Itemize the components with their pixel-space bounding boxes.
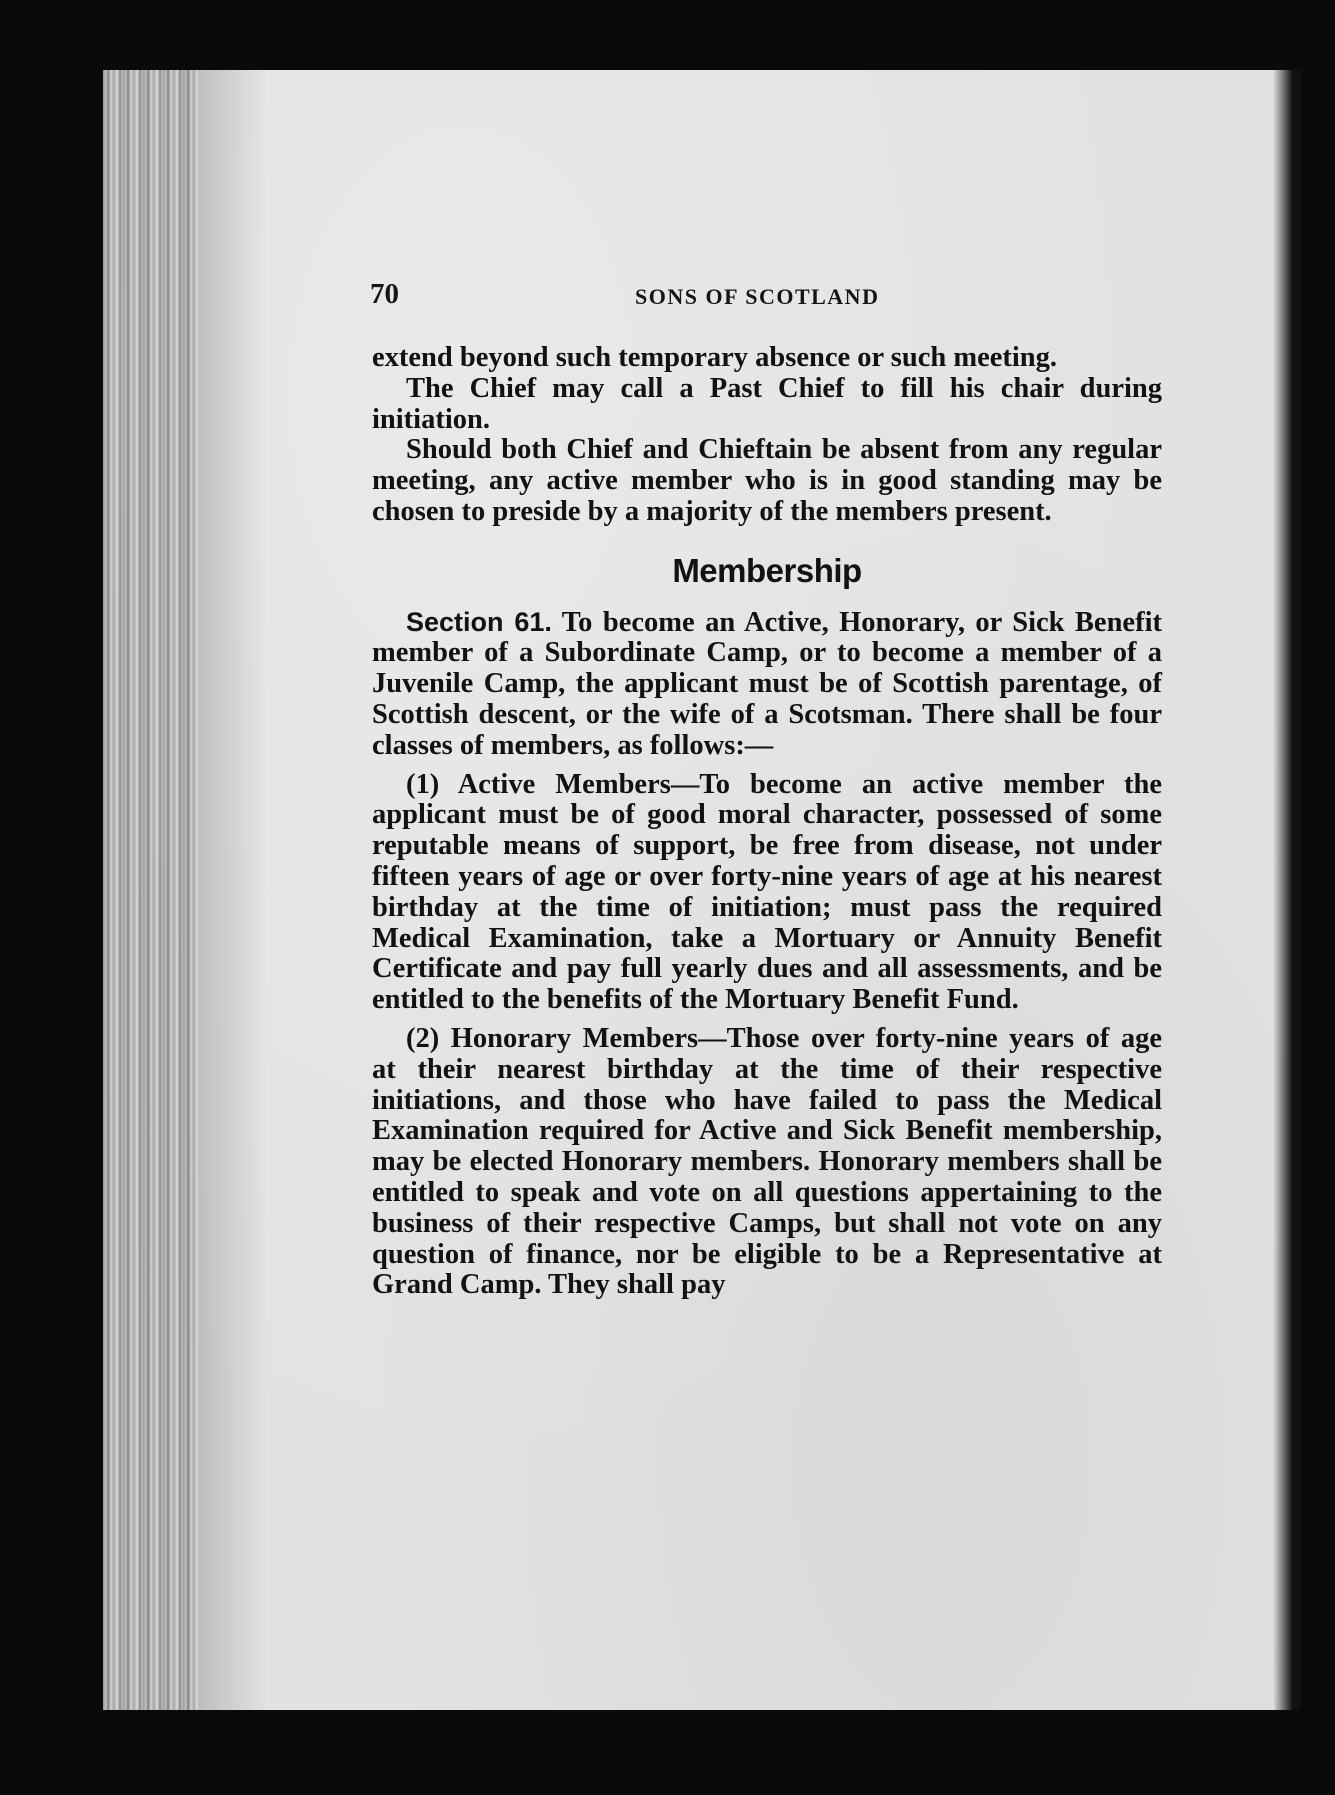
section-label: Section 61. <box>406 606 552 637</box>
item-text: —Those over forty-nine years of age at their nearest birthday at the time of their respective initiations, and those who have failed to pass the Medical Examination required for Active and Sick Benefit membership, may be elected Honorary members. Honorary members shall be entitled to speak and vote on all questions appertaining to the business of their respective Camps, but shall not vote on any question of finance, nor be eligible to be a Representative at Grand Camp. They shall pay <box>372 1022 1162 1301</box>
page-number: 70 <box>370 278 399 310</box>
item-text: —To become an active member the applicant must be of good moral character, possessed of some reputable means of support, be free from disease, not under fifteen years of age or over forty-nine years of age at his nearest birthday at the time of initiation; must pass the required Medical Examination, take a Mortuary or Annuity Benefit Certificate and pay full yearly dues and all assessments, and be entitled to the benefits of the Mortuary Benefit Fund. <box>372 768 1163 1016</box>
gutter-shadow <box>198 70 268 1710</box>
section-paragraph <box>372 607 1162 762</box>
section-text: To become an Active, Honorary, or Sick Benefit member of a Subordinate Camp, or to become a member of a Juvenile Camp, the applicant must be of Scottish parentage, of Scottish descent, or the wife of a Scotsman. There shall be four classes of members, as follows:— <box>372 606 1162 761</box>
page-body <box>372 343 1162 1301</box>
page-header <box>370 278 1160 318</box>
paragraph: extend beyond such temporary absence or such meeting. <box>372 342 1058 373</box>
item-label: (1) Active Members <box>406 768 671 800</box>
section-heading: Membership <box>672 551 862 589</box>
item-label: (2) Honorary Members <box>406 1022 699 1054</box>
page-stack-edges <box>103 70 198 1710</box>
paragraph: Should both Chief and Chieftain be absent from any regular meeting, any active member who is in good standing may be chosen to preside by a majority of the members present. <box>372 434 1162 527</box>
right-edge-shadow <box>1273 70 1301 1710</box>
list-item <box>372 770 1162 1016</box>
running-title: SONS OF SCOTLAND <box>635 284 880 309</box>
list-item <box>372 1024 1162 1301</box>
paragraph: The Chief may call a Past Chief to fill his chair during initiation. <box>372 372 1162 435</box>
